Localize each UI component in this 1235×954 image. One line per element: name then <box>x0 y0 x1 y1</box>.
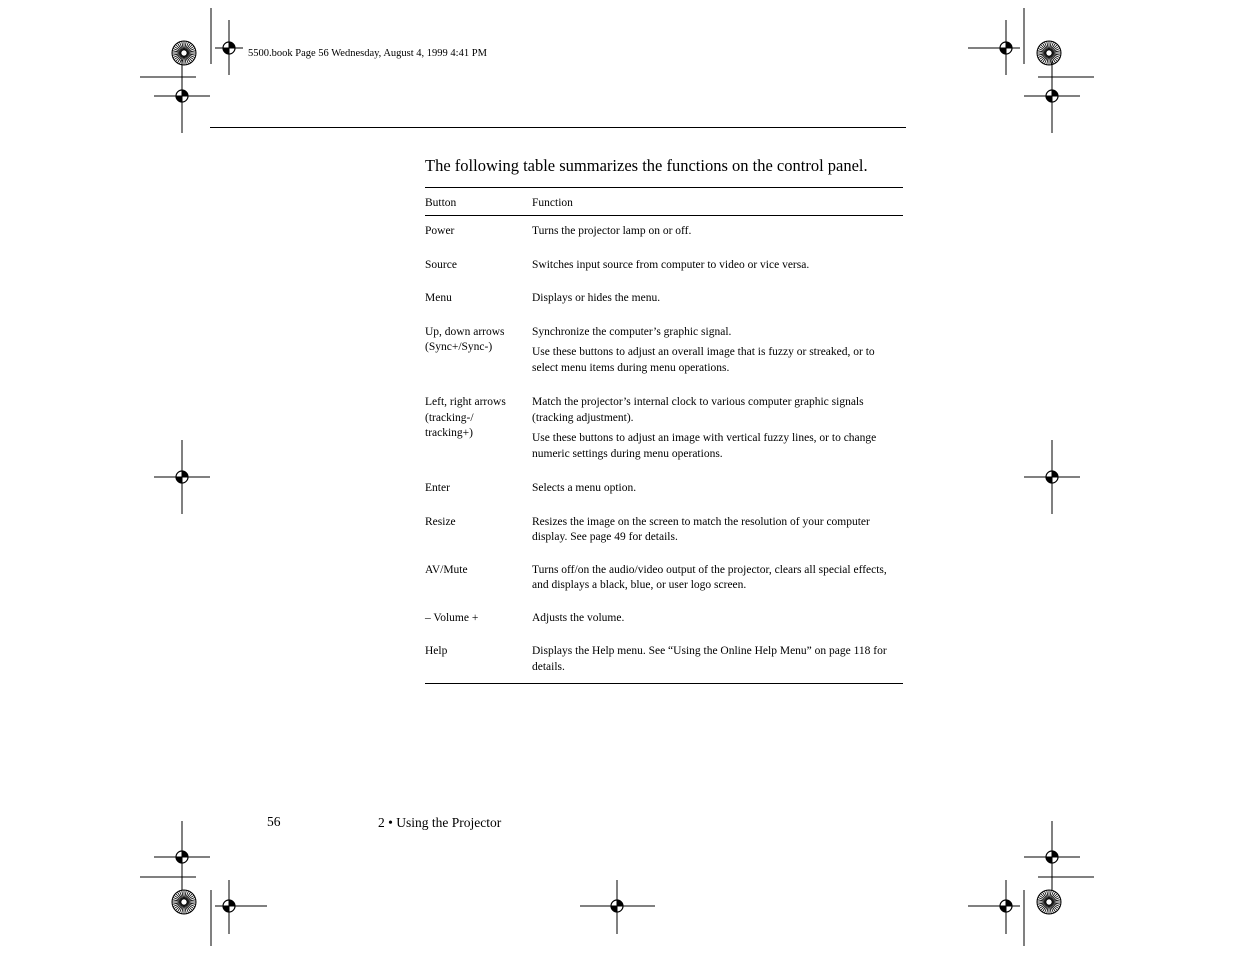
function-text: Use these buttons to adjust an overall image that is fuzzy or streaked, or to select menu items during menu operations. <box>532 346 875 374</box>
function-text: Use these buttons to adjust an image with vertical fuzzy lines, or to change numeric settings during menu operations. <box>532 432 877 460</box>
button-name-cell: Source <box>425 258 457 271</box>
table-row <box>425 472 903 506</box>
function-text: Turns the projector lamp on or off. <box>532 225 692 237</box>
button-name-cell: Resize <box>425 515 456 528</box>
function-text: Displays or hides the menu. <box>532 292 661 304</box>
table-row <box>425 249 903 283</box>
table-row <box>425 216 903 249</box>
function-text: Turns off/on the audio/video output of the projector, clears all special effects, and displays a black, blue, or user logo screen. <box>532 563 887 591</box>
header-function: Function <box>532 197 573 209</box>
function-cell <box>532 291 903 307</box>
button-name-cell: Left, right arrows (tracking-/ tracking+) <box>425 396 506 439</box>
button-name-cell: Enter <box>425 482 450 494</box>
function-cell <box>532 224 903 240</box>
table-row <box>425 506 903 554</box>
function-text: Match the projector’s internal clock to various computer graphic signals (tracking adjustment). <box>532 396 864 424</box>
button-name-cell: – Volume + <box>425 611 479 624</box>
table-row <box>425 282 903 316</box>
header-button: Button <box>425 197 457 209</box>
button-name-cell: Power <box>425 225 455 237</box>
table-header-row <box>425 188 903 216</box>
function-text: Displays the Help menu. See “Using the Online Help Menu” on page 118 for details. <box>532 645 887 673</box>
function-text: Synchronize the computer’s graphic signal. <box>532 325 732 338</box>
table-row <box>425 602 903 636</box>
table-row <box>425 386 903 472</box>
table-bottom-rule <box>425 683 903 684</box>
table-row <box>425 316 903 387</box>
function-cell <box>532 611 903 627</box>
page-number: 56 <box>267 814 281 829</box>
function-cell <box>532 515 903 546</box>
function-text: Adjusts the volume. <box>532 611 625 624</box>
function-text: Selects a menu option. <box>532 482 637 494</box>
button-name-cell: Menu <box>425 292 452 304</box>
function-cell <box>532 395 903 462</box>
control-panel-table <box>425 187 903 684</box>
header-rule <box>210 127 906 128</box>
table-row <box>425 635 903 683</box>
table-row <box>425 554 903 602</box>
function-cell <box>532 644 903 675</box>
chapter-footer: 2 • Using the Projector <box>378 815 502 830</box>
function-cell <box>532 481 903 497</box>
function-text: Resizes the image on the screen to match the resolution of your computer display. See page 49 for details. <box>532 515 870 543</box>
function-cell <box>532 258 903 274</box>
function-cell <box>532 563 903 594</box>
button-name-cell: AV/Mute <box>425 563 468 576</box>
running-header: 5500.book Page 56 Wednesday, August 4, 1999 4:41 PM <box>248 48 487 59</box>
button-name-cell: Help <box>425 645 448 657</box>
function-cell <box>532 325 903 377</box>
intro-sentence: The following table summarizes the functions on the control panel. <box>425 156 868 175</box>
function-text: Switches input source from computer to video or vice versa. <box>532 258 810 271</box>
table-body <box>425 216 903 683</box>
button-name-cell: Up, down arrows (Sync+/Sync-) <box>425 325 505 353</box>
